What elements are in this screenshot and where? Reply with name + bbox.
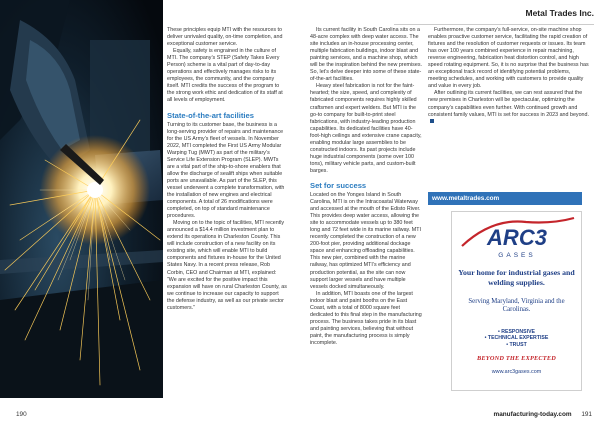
paragraph: These principles equip MTI with the resources to deliver unrivaled quality, on-time completion, and exceptional customer service. bbox=[167, 27, 283, 48]
arc3-gases-advertisement[interactable] bbox=[451, 211, 582, 391]
publication-brand-header: Metal Trades Inc. bbox=[525, 8, 594, 18]
paragraph: Heavy steel fabrication is not for the faint-hearted; the size, speed, and complexity of fabricated components requires highly skilled craftsmen and expert welders. But MTI is the go-to company for built-to-print steel fabrications, with industry-leading production capabilities. Its dedicated facilities have 40-foot-high ceilings and extensive crane capacity, enabling modular large assemblies to be constructed indoors. Its past projects include huge industrial components (some over 100 tons), military vehicle parts, and custom-built barges. bbox=[310, 83, 422, 174]
right-page-number: 191 bbox=[581, 411, 592, 418]
section-heading-facilities: State-of-the-art facilities bbox=[167, 110, 254, 120]
ad-bullet-list bbox=[456, 329, 577, 348]
article-column-1 bbox=[167, 27, 287, 312]
paragraph: Located on the Yonges Island in South Carolina, MTI is on the Intracoastal Waterway and accessed at the mouth of the Edisto River. This provides deep water access, allowing the site to accommodate vessels up to 380 feet long and 72 feet wide in its marine railway. MTI recently completed the construction of a new 200-foot pier, providing additional dockage space and enhancing offloading capabilities. This new pier, combined with the marine railway, has optimized MTI’s efficiency and production potential, as the site can now support larger vessels and have multiple vessels docked simultaneously. bbox=[310, 191, 421, 290]
paragraph: Furthermore, the company’s full-service, on-site machine shop enables proactive customer service, facilitating the rapid creation of fixtures and the resolution of customer requests or issues. Its team has over 100 years combined experience in repair machining, reverse engineering, fabrication heat distortion control, and high speed rotating equipment. So, it is no surprise that the business has an exceptional track record of identifying potential problems, meeting schedules, and working with customers to provide quality and value in every job. bbox=[428, 27, 589, 90]
right-folio bbox=[494, 411, 592, 418]
welding-photo bbox=[0, 0, 163, 398]
paragraph: In addition, MTI boasts one of the largest indoor blast and paint booths on the East Coast, with a total of 8000 square feet dedicated to this final step in the manufacturing process. The business takes pride in its blast and painting services, believing that without paint, the manufacturing process is simply incomplete. bbox=[310, 290, 422, 346]
paragraph-text: After outlining its current facilities, we can rest assured that the new premises in Charleston will be spectacular, optimizing the company’s capabilities even further. With continued growth and consistent family values, MTI is set for success in 2023 and beyond. bbox=[428, 90, 589, 118]
welding-photo-illustration bbox=[0, 0, 163, 398]
ad-website-link[interactable]: www.arc3gases.com bbox=[491, 369, 542, 375]
folio-site-name: manufacturing-today.com bbox=[493, 411, 572, 418]
ad-bullet: • TECHNICAL EXPERTISE bbox=[484, 335, 549, 342]
ad-bullet: • RESPONSIVE bbox=[498, 329, 535, 335]
ad-tagline: BEYOND THE EXPECTED bbox=[476, 355, 557, 362]
section-heading-success: Set for success bbox=[310, 180, 367, 190]
left-page-number: 190 bbox=[16, 411, 27, 418]
paragraph bbox=[428, 90, 590, 125]
logo-main-text: ARC3 bbox=[487, 225, 547, 250]
paragraph: Equally, safety is engrained in the culture of MTI. The company’s STEP (Safety Takes Every Person) scheme is a vital part of day-to-day operations and effectively manages risks to its employees, the community, and the company itself. MTI credits the success of the program to the strong work ethic and dedication of its staff at all levels of employment. bbox=[167, 48, 283, 104]
article-column-3 bbox=[428, 27, 590, 126]
ad-service-area: Serving Maryland, Virginia and the Carolinas. bbox=[468, 298, 565, 314]
ad-bullet: • TRUST bbox=[506, 341, 527, 348]
company-website-link[interactable]: www.metaltrades.com bbox=[428, 192, 582, 205]
ad-headline: Your home for industrial gases and welding supplies. bbox=[458, 268, 575, 287]
header-rule bbox=[394, 24, 594, 25]
paragraph: Turning to its customer base, the business is a long-serving provider of repairs and maintenance for the US Army’s fleet of vessels. In November 2022, MTI completed the First US Army Modular Warping Tug (MWT) as part of the military’s Service Life Extension Program (SLEP). MWTs are a vital part of the ship-to-shore enablers that allow the discharge of sealift ships when suitable ports are unavailable. As part of the SLEP, this vessel underwent a complete transformation, with the installation of new engines and electrical components. A total of 26 modifications were completed, on top of standard maintenance procedures. bbox=[167, 121, 285, 220]
paragraph: Moving on to the topic of facilities, MTI recently announced a $14.4 million investment plan to extend its operations in Charleston County. This will include construction of a new facility on its existing site, which will enable MTI to build components and fixtures in-house for the United States Navy. In a recent press release, Rob Corbin, CEO and Chairman at MTI, explained: “We are excited for the positive impact this expansion will have on rural Charleston County, as we continue to increase our capacity to support the defense industry, as well as our private sector customers.” bbox=[167, 220, 287, 311]
arc3-logo bbox=[452, 212, 582, 262]
logo-sub-text: GASES bbox=[498, 252, 536, 259]
article-column-2 bbox=[310, 27, 422, 347]
paragraph: Its current facility in South Carolina sits on a 48-acre complex with deep water access. The site includes an in-house processing center, multiple fabrication buildings, indoor blast and painting services, and a machine shop, which will be the inspiration behind the new premises. So, let’s delve deeper into some of these state-of-the-art facilities. bbox=[310, 27, 422, 83]
end-of-article-mark bbox=[430, 119, 434, 123]
